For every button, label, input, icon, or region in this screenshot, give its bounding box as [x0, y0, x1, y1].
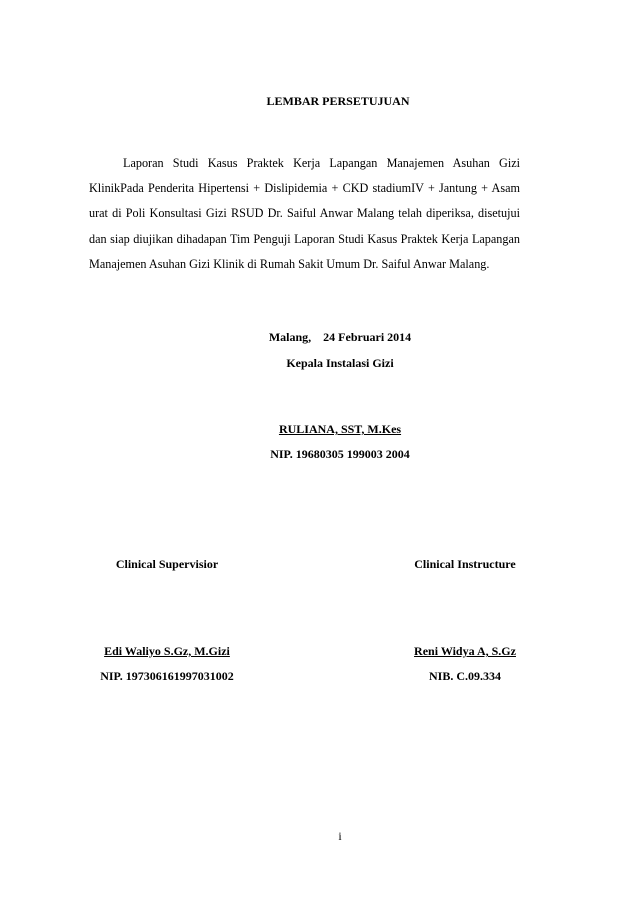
head-nip: NIP. 19680305 199003 2004	[270, 447, 410, 461]
instructor-role: Clinical Instructure	[414, 557, 516, 571]
date-line: Malang, 24 Februari 2014	[268, 330, 412, 344]
supervisor-name: Edi Waliyo S.Gz, M.Gizi	[104, 644, 230, 658]
page-number: i	[338, 829, 342, 843]
instructor-name: Reni Widya A, S.Gz	[414, 644, 516, 658]
supervisor-role: Clinical Supervisior	[115, 557, 219, 571]
supervisor-nip: NIP. 197306161997031002	[100, 669, 234, 683]
head-role: Kepala Instalasi Gizi	[286, 356, 394, 370]
instructor-nip: NIB. C.09.334	[428, 669, 501, 683]
approval-paragraph	[89, 151, 520, 277]
head-name: RULIANA, SST, M.Kes	[278, 422, 402, 436]
document-title: LEMBAR PERSETUJUAN	[266, 94, 410, 108]
approval-paragraph-text: Laporan Studi Kasus Praktek Kerja Lapangan Manajemen Asuhan Gizi KlinikPada Penderita Hipertensi + Dislipidemia + CKD stadiumIV + Jantung + Asam urat di Poli Konsultasi Gizi RSUD Dr. Saiful Anwar Malang telah diperiksa, disetujui dan siap diujikan dihadapan Tim Penguji Laporan Studi Kasus Praktek Kerja Lapangan Manajemen Asuhan Gizi Klinik di Rumah Sakit Umum Dr. Saiful Anwar Malang.	[89, 156, 520, 271]
